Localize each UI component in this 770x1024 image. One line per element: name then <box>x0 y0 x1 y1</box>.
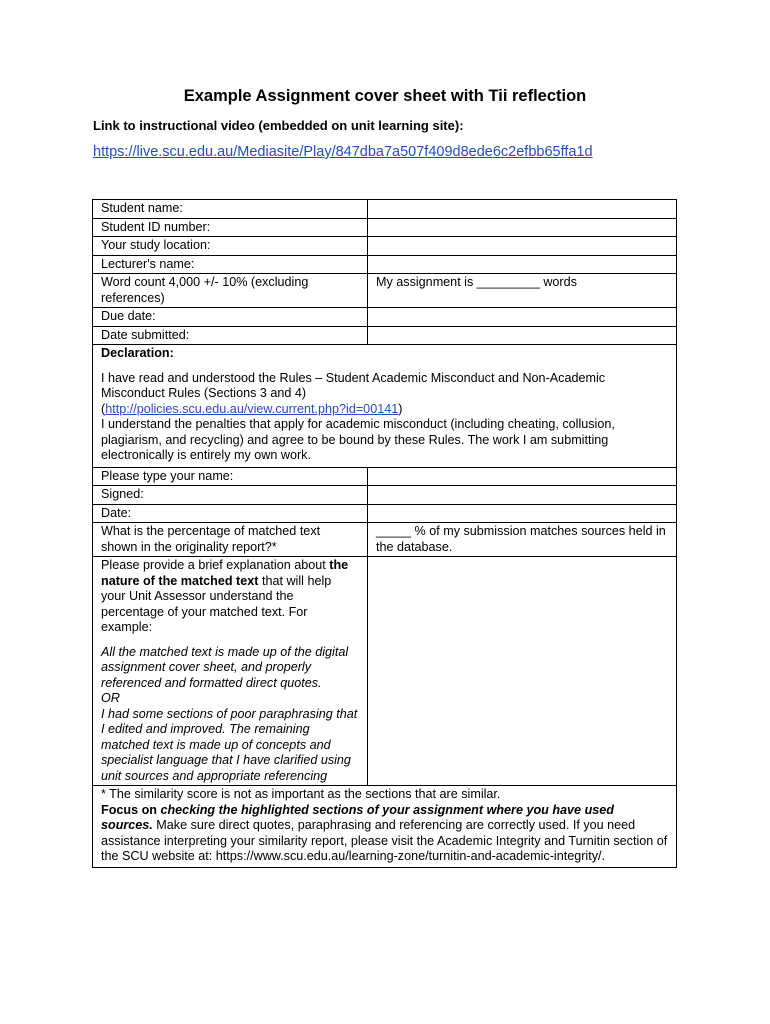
declaration-p2: I understand the penalties that apply for academic misconduct (including cheating, collusion, plagiarism, and recycling) and agree to be bound by these Rules. The work I am submitting electronically is entirely my own work. <box>101 417 615 462</box>
type-name-field[interactable] <box>368 467 677 486</box>
table-row <box>93 786 677 868</box>
date-label: Date: <box>93 504 368 523</box>
explain-intro: Please provide a brief explanation about the nature of the matched text that will help your Unit Assessor understand the percentage of your matched text. For example: <box>101 558 349 634</box>
paren-close: ) <box>398 401 403 416</box>
declaration-heading: Declaration: <box>101 346 174 360</box>
student-name-field[interactable] <box>368 200 677 219</box>
word-count-field[interactable]: My assignment is _________ words <box>368 274 677 308</box>
note-cell <box>93 786 677 868</box>
table-row <box>93 218 677 237</box>
paren-open: ( <box>101 401 106 416</box>
table-row <box>93 486 677 505</box>
type-name-label: Please type your name: <box>93 467 368 486</box>
due-date-field[interactable] <box>368 308 677 327</box>
lecturer-field[interactable] <box>368 255 677 274</box>
policy-link[interactable]: http://policies.scu.edu.au/view.current.php?id=00141 <box>105 401 399 416</box>
table-row <box>93 255 677 274</box>
study-location-field[interactable] <box>368 237 677 256</box>
declaration-text <box>101 371 668 464</box>
table-row <box>93 308 677 327</box>
word-count-label: Word count 4,000 +/- 10% (excluding references) <box>93 274 368 308</box>
date-field[interactable] <box>368 504 677 523</box>
table-row <box>93 467 677 486</box>
match-question: What is the percentage of matched text shown in the originality report?* <box>93 523 368 557</box>
page-title: Example Assignment cover sheet with Tii reflection <box>183 87 587 105</box>
video-link[interactable]: https://live.scu.edu.au/Mediasite/Play/847dba7a507f409d8ede6c2efbb65ffa1d <box>93 144 593 160</box>
explain-or: OR <box>101 691 120 705</box>
table-row <box>93 237 677 256</box>
date-submitted-label: Date submitted: <box>93 326 368 345</box>
video-link-label: Link to instructional video (embedded on unit learning site): <box>93 118 464 133</box>
table-row <box>93 345 677 468</box>
date-submitted-field[interactable] <box>368 326 677 345</box>
lecturer-label: Lecturer's name: <box>93 255 368 274</box>
due-date-label: Due date: <box>93 308 368 327</box>
table-row <box>93 326 677 345</box>
explain-field[interactable] <box>368 557 677 786</box>
signed-field[interactable] <box>368 486 677 505</box>
table-row <box>93 200 677 219</box>
explain-example-1: All the matched text is made up of the digital assignment cover sheet, and properly referenced and formatted direct quotes. <box>101 644 349 690</box>
declaration-cell <box>93 345 677 468</box>
study-location-label: Your study location: <box>93 237 368 256</box>
table-row <box>93 557 677 786</box>
table-row <box>93 504 677 523</box>
student-id-label: Student ID number: <box>93 218 368 237</box>
student-id-field[interactable] <box>368 218 677 237</box>
explain-example-2: I had some sections of poor paraphrasing that I edited and improved. The remaining matched text is made up of concepts and specialist language that I have clarified using unit sources and appropriate referencing <box>101 706 358 783</box>
cover-sheet-table <box>92 199 677 868</box>
note-focus: Focus on checking the highlighted sections of your assignment where you have used sources. Make sure direct quotes, paraphrasing and referencing are correctly used. If you need assistance interpreting your similarity report, please visit the Academic Integrity and Turnitin section of the SCU website at: https://www.scu.edu.au/learning-zone/turnitin-and-academic-integrity/. <box>101 802 668 863</box>
explain-cell <box>93 557 368 786</box>
match-answer-field[interactable]: _____ % of my submission matches sources held in the database. <box>368 523 677 557</box>
table-row <box>93 523 677 557</box>
table-row <box>93 274 677 308</box>
signed-label: Signed: <box>93 486 368 505</box>
declaration-p1: I have read and understood the Rules – Student Academic Misconduct and Non-Academic Misconduct Rules (Sections 3 and 4) <box>101 370 606 400</box>
note-line1: * The similarity score is not as important as the sections that are similar. <box>101 787 501 801</box>
student-name-label: Student name: <box>93 200 368 219</box>
